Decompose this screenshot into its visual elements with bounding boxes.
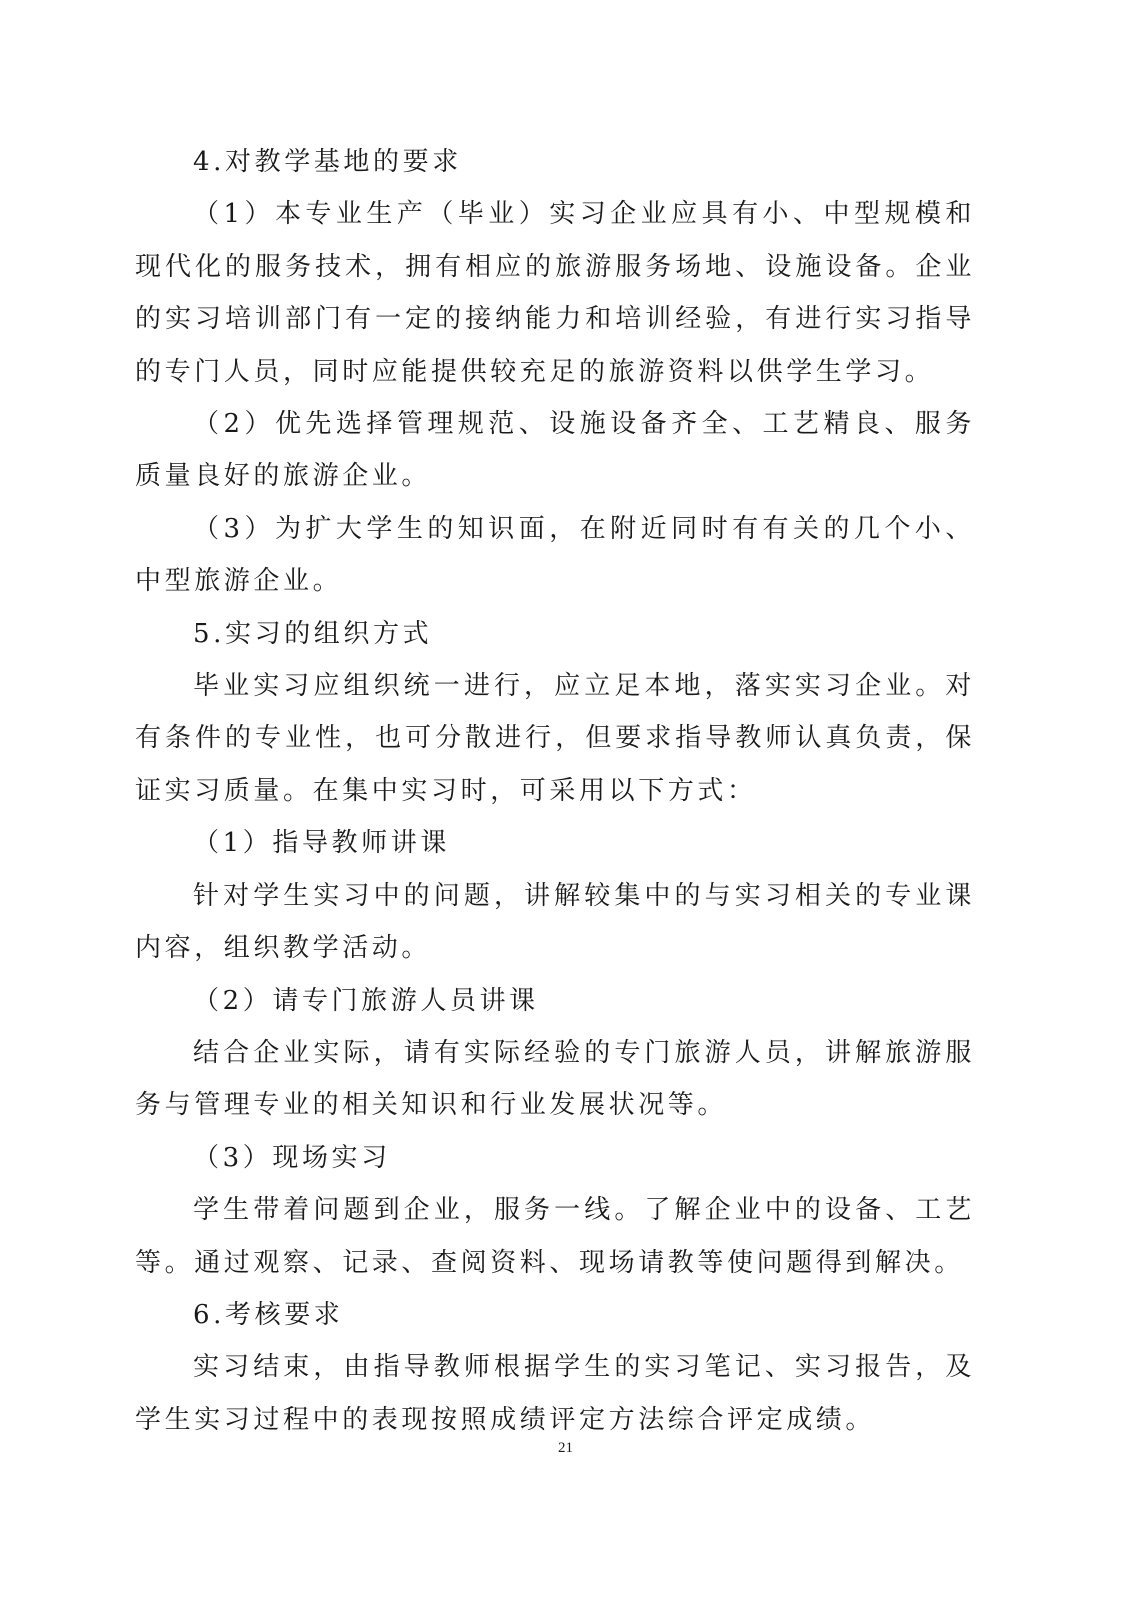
paragraph: 学生带着问题到企业，服务一线。了解企业中的设备、工艺等。通过观察、记录、查阅资料、现场请教等使问题得到解决。 <box>135 1195 975 1278</box>
paragraph: （3）为扩大学生的知识面，在附近同时有有关的几个小、中型旅游企业。 <box>135 513 975 597</box>
paragraph: 毕业实习应组织统一进行，应立足本地，落实实习企业。对有条件的专业性，也可分散进行，但要求指导教师认真负责，保证实习质量。在集中实习时，可采用以下方式： <box>135 671 975 806</box>
section-heading-5: 5.实习的组织方式 <box>193 618 433 649</box>
page-number: 21 <box>558 1440 573 1456</box>
paragraph: （2）优先选择管理规范、设施设备齐全、工艺精良、服务质量良好的旅游企业。 <box>135 409 975 492</box>
paragraph: 实习结束，由指导教师根据学生的实习笔记、实习报告，及学生实习过程中的表现按照成绩评定方法综合评定成绩。 <box>135 1352 975 1435</box>
paragraph: （1）本专业生产（毕业）实习企业应具有小、中型规模和现代化的服务技术，拥有相应的旅游服务场地、设施设备。企业的实习培训部门有一定的接纳能力和培训经验，有进行实习指导的专门人员，同时应能提供较充足的旅游资料以供学生学习。 <box>135 199 975 387</box>
paragraph: 结合企业实际，请有实际经验的专门旅游人员，讲解旅游服务与管理专业的相关知识和行业发展状况等。 <box>135 1037 975 1121</box>
sub-heading: （1）指导教师讲课 <box>193 828 450 859</box>
body-text <box>135 136 975 1446</box>
section-heading-6: 6.考核要求 <box>193 1299 344 1330</box>
section-heading-4: 4.对教学基地的要求 <box>193 147 462 177</box>
paragraph: 针对学生实习中的问题，讲解较集中的与实习相关的专业课内容，组织教学活动。 <box>135 880 975 964</box>
sub-heading: （3）现场实习 <box>193 1142 391 1173</box>
sub-heading: （2）请专门旅游人员讲课 <box>193 985 539 1016</box>
